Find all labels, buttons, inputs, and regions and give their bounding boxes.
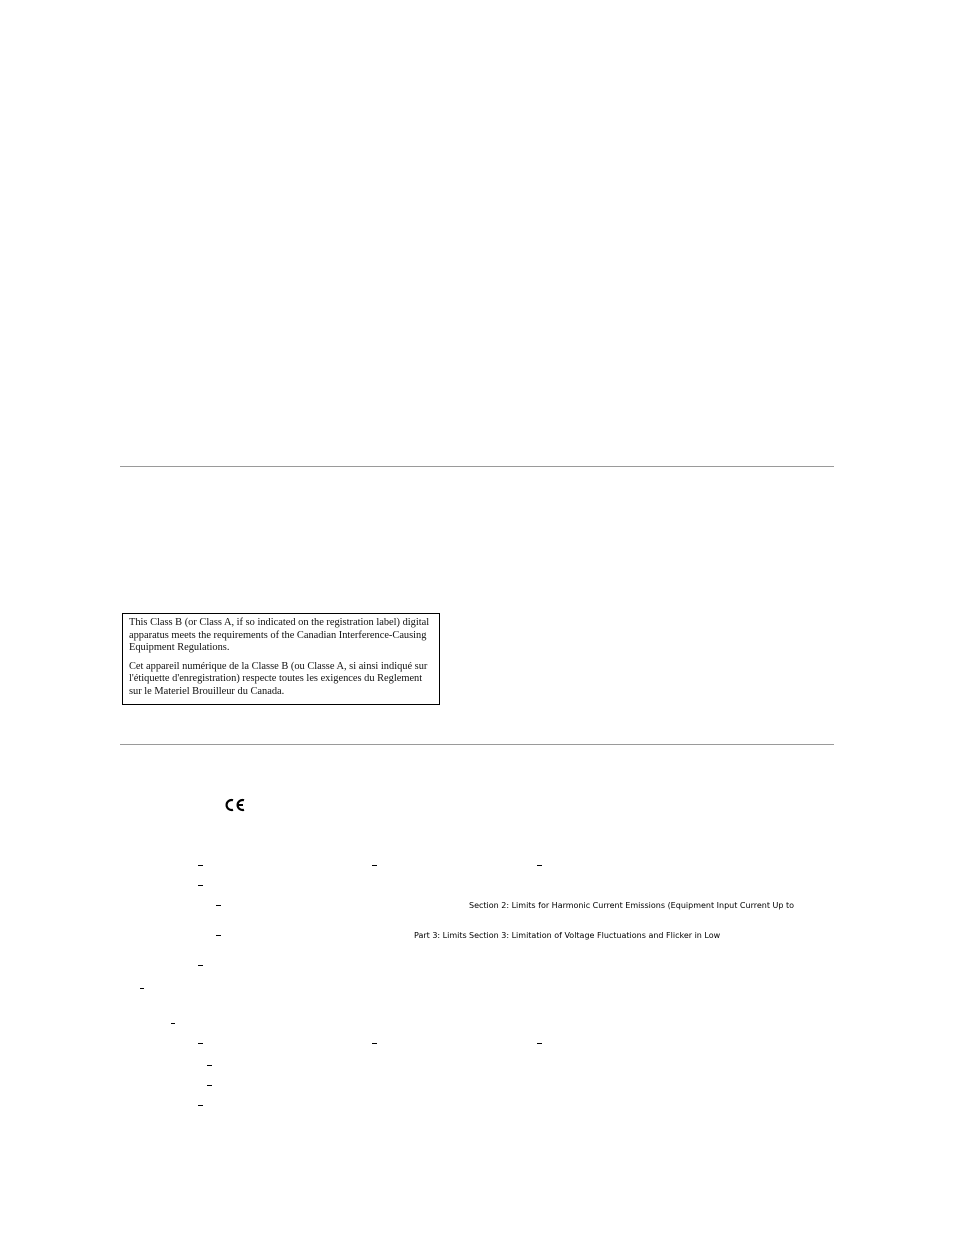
- list-dash: [537, 1043, 542, 1044]
- list-dash: [372, 1043, 377, 1044]
- list-dash: [537, 865, 542, 866]
- list-dash: [198, 865, 203, 866]
- list-dash: [198, 1105, 203, 1106]
- list-dash: [207, 1065, 212, 1066]
- list-dash: [372, 865, 377, 866]
- section-divider-top: [120, 466, 834, 467]
- list-dash: [198, 1043, 203, 1044]
- list-dash: [216, 905, 221, 906]
- canada-notice-french: Cet appareil numérique de la Classe B (ou Classe A, si ainsi indiqué sur l'étiquette d'enregistration) respecte toutes les exigences du Reglement sur le Materiel Brouilleur du Canada.: [129, 660, 428, 697]
- list-dash: [207, 1085, 212, 1086]
- canada-ices-notice-box: [122, 613, 440, 705]
- ce-mark-icon: [224, 798, 246, 812]
- list-dash: [198, 885, 203, 886]
- standard-section3-text: Section 3: Limitation of Voltage Fluctuations and Flicker in Low: [469, 931, 721, 940]
- list-dash: [216, 935, 221, 936]
- list-dash: [198, 965, 203, 966]
- standard-section2-text: Section 2: Limits for Harmonic Current Emissions (Equipment Input Current Up to: [469, 901, 795, 910]
- canada-notice-english: This Class B (or Class A, if so indicated on the registration label) digital apparatus meets the requirements of the Canadian Interference-Causing Equipment Regulations.: [129, 617, 430, 654]
- list-dash: [171, 1023, 175, 1024]
- standard-part3-text: Part 3: Limits: [414, 931, 467, 940]
- list-dash: [140, 988, 144, 989]
- section-divider-bottom: [120, 744, 834, 745]
